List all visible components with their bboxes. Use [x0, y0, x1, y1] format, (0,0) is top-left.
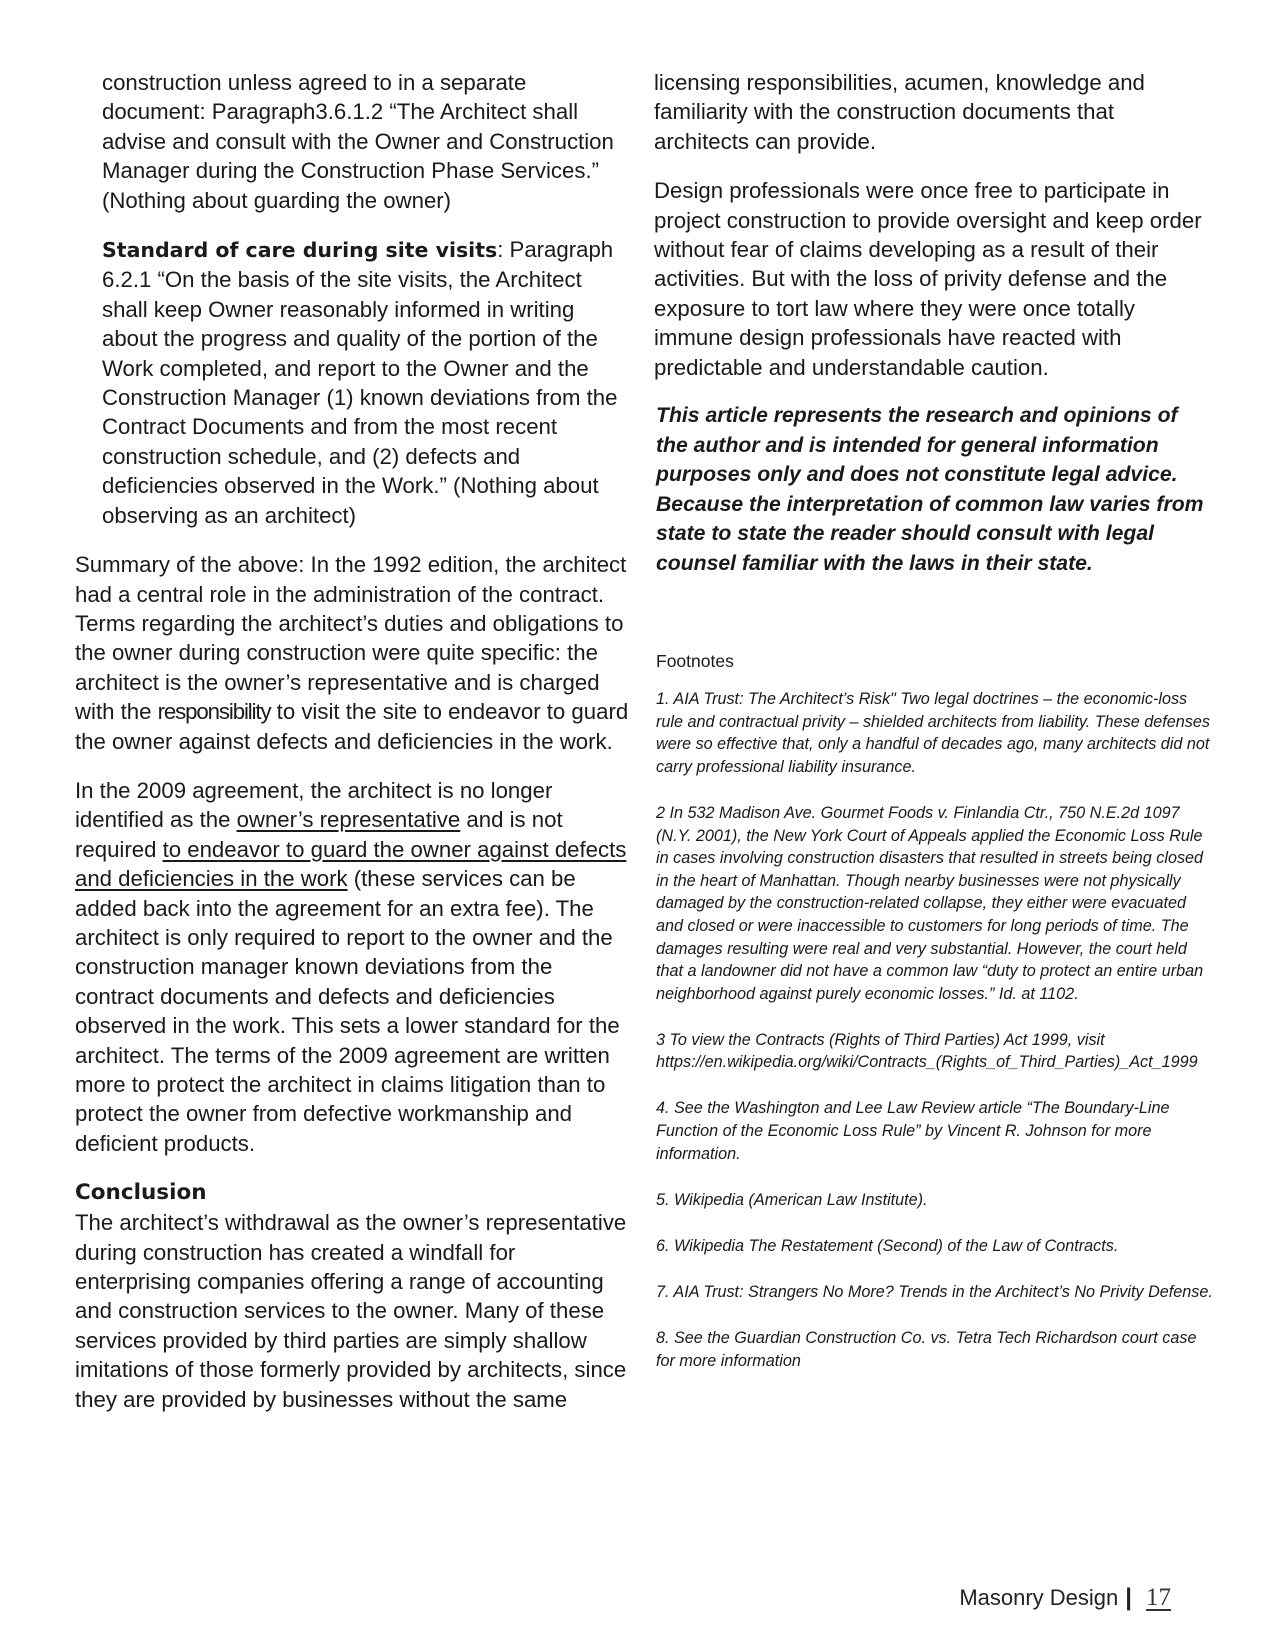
footnotes-list — [654, 688, 1214, 1372]
agreement-text-c: (these services can be added back into the agreement for an extra fee). The architect is only required to report to the owner and the construction manager known deviations from the contract documents and defects and deficiencies observed in the work. This sets a lower standard for the architect. The terms of the 2009 agreement are written more to protect the architect in claims litigation than to protect the owner from defective workmanship and deficient products. — [75, 866, 620, 1156]
footnotes-title: Footnotes — [656, 651, 734, 672]
agreement-text-b: and is not required — [75, 807, 563, 862]
paragraph-design-professionals: Design professionals were once free to participate in project construction to provide oversight and keep order without fear of claims developing as a result of their activities. But with the loss of privity defense and the exposure to tort law where they were once totally immune design professionals have reacted with predictable and understandable caution. — [654, 178, 1202, 380]
page-footer — [959, 1584, 1171, 1612]
footnote-5: 5. Wikipedia (American Law Institute). — [656, 1190, 928, 1209]
footnote-4: 4. See the Washington and Lee Law Review article “The Boundary-Line Function of the Economic Loss Rule” by Vincent R. Johnson for more information. — [656, 1099, 1170, 1163]
summary-responsibility-word: responsibility — [157, 699, 271, 725]
standard-of-care-text: : Paragraph 6.2.1 “On the basis of the site visits, the Architect shall keep Owner reasonably informed in writing about the progress and quality of the portion of the Work completed, and report to the Owner and the Construction Manager (1) known deviations from the Contract Documents and from the most recent construction schedule, and (2) defects and deficiencies observed in the Work.” (Nothing about observing as an architect) — [102, 237, 618, 528]
paragraph-2009-agreement — [75, 776, 630, 1158]
agreement-text-a: In the 2009 agreement, the architect is no longer identified as the — [75, 777, 553, 833]
footnote-8: 8. See the Guardian Construction Co. vs. Tetra Tech Richardson court case for more information — [656, 1329, 1197, 1370]
paragraph-construction-services: construction unless agreed to in a separate document: Paragraph3.6.1.2 “The Architect shall advise and consult with the Owner and Construction Manager during the Construction Phase Services.” (Nothing about guarding the owner) — [102, 70, 614, 213]
footnote-1: 1. AIA Trust: The Architect’s Risk" Two legal doctrines – the economic-loss rule and contractual privity – shielded architects from liability. These defenses were so effective that, only a handful of decades ago, many architects did not carry professional liability insurance. — [656, 690, 1210, 776]
footnote-3: 3 To view the Contracts (Rights of Third Parties) Act 1999, visit https://en.wikipedia.org/wiki/Contracts_(Rights_of_Third_Parties)_Act_1999 — [656, 1030, 1198, 1072]
legal-disclaimer: This article represents the research and opinions of the author and is intended for general information purposes only and does not constitute legal advice. Because the interpretation of common law varies from state to state the reader should consult with legal counsel familiar with the laws in their state. — [656, 404, 1204, 575]
footnote-6: 6. Wikipedia The Restatement (Second) of the Law of Contracts. — [656, 1236, 1119, 1255]
summary-text-a: Summary of the above: In the 1992 edition, the architect had a central role in the administration of the contract. Terms regarding the architect’s duties and obligations to the owner during construction were quite specific: the architect is the owner’s representative and is charged with the — [75, 552, 627, 725]
paragraph-summary — [75, 550, 630, 756]
conclusion-paragraph: The architect’s withdrawal as the owner’s representative during construction has created a windfall for enterprising companies offering a range of accounting and construction services to the owner. Many of these services provided by third parties are simply shallow imitations of those formerly provided by architects, since they are provided by businesses without the same — [75, 1210, 627, 1412]
summary-text-b: to visit the site to endeavor to guard the owner against defects and deficiencies in the work. — [75, 699, 629, 754]
footnote-2: 2 In 532 Madison Ave. Gourmet Foods v. Finlandia Ctr., 750 N.E.2d 1097 (N.Y. 2001), the New York Court of Appeals applied the Economic Loss Rule in cases involving construction disasters that resulted in streets being closed in the heart of Manhattan. Though nearby businesses were not physically damaged by the construction-related collapse, they either were evacuated and closed or were inaccessible to customers for long periods of time. The damages resulting were real and very substantial. However, the court held that a landowner did not have a common law “duty to protect an entire urban neighborhood against purely economic losses.” Id. at 1102. — [656, 803, 1204, 1003]
footnote-7: 7. AIA Trust: Strangers No More? Trends in the Architect’s No Privity Defense. — [656, 1282, 1213, 1301]
guard-owner-underlined: to endeavor to guard the owner against defects and deficiencies in the work — [75, 836, 627, 892]
paragraph-licensing: licensing responsibilities, acumen, knowledge and familiarity with the construction documents that architects can provide. — [654, 70, 1145, 154]
right-column — [654, 68, 1214, 1396]
footer-separator: | — [1125, 1584, 1132, 1611]
owners-representative-underlined: owner’s representative — [236, 807, 461, 833]
left-column — [75, 68, 630, 1434]
standard-of-care-lead: Standard of care during site visits — [102, 238, 498, 263]
paragraph-standard-of-care — [75, 235, 630, 530]
publication-name: Masonry Design — [959, 1585, 1119, 1610]
page-number: 17 — [1146, 1584, 1171, 1611]
conclusion-heading: Conclusion — [75, 1180, 207, 1206]
